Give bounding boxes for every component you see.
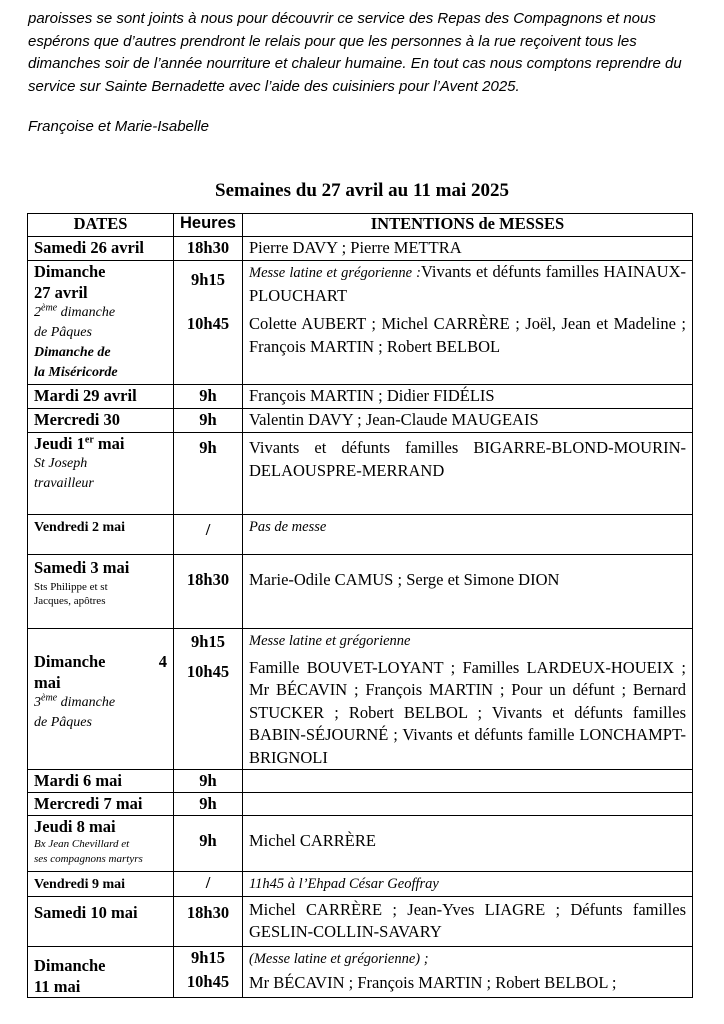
row-intention: Pierre DAVY ; Pierre METTRA — [243, 237, 693, 261]
row-hour: 18h30 — [174, 237, 243, 261]
row-intention — [243, 770, 693, 793]
row-intention — [243, 261, 693, 385]
intro-text — [28, 8, 692, 139]
row-hour: 9h — [174, 770, 243, 793]
row-hour — [174, 629, 243, 770]
row-date: Mardi 29 avril — [28, 385, 174, 409]
date-text: Jeudi 1 — [34, 434, 85, 453]
liturgical-note: de Pâques — [34, 325, 92, 340]
row-intention: François MARTIN ; Didier FIDÉLIS — [243, 385, 693, 409]
saint-note: travailleur — [34, 476, 94, 491]
table-header-row — [28, 214, 693, 237]
row-intention — [243, 515, 693, 555]
row-hour: 9h — [174, 433, 243, 515]
table-row — [28, 385, 693, 409]
sub-text: dimanche — [57, 695, 116, 710]
intention-block: Colette AUBERT ; Michel CARRÈRE ; Joël, Jean et Madeline ; François MARTIN ; Robert BELBOL — [249, 314, 686, 356]
hour-value: 10h45 — [186, 971, 230, 991]
intro-signature: Françoise et Marie-Isabelle — [28, 118, 209, 136]
mass-schedule-table — [27, 213, 693, 998]
row-date: Mercredi 7 mai — [28, 793, 174, 816]
date-superscript: er — [84, 434, 94, 446]
intention-block — [249, 261, 686, 307]
table-row — [28, 409, 693, 433]
row-intention — [243, 946, 693, 997]
table-row — [28, 515, 693, 555]
table-row — [28, 896, 693, 946]
intention-intro: (Messe latine et grégorienne) ; — [249, 950, 429, 967]
table-row — [28, 770, 693, 793]
row-intention: Michel CARRÈRE ; Jean-Yves LIAGRE ; Défunts familles GESLIN-COLLIN-SAVARY — [243, 896, 693, 946]
row-date — [28, 629, 174, 770]
date-line — [34, 433, 167, 454]
intention-text: 11h45 à l’Ehpad César Geoffray — [249, 876, 439, 892]
liturgical-note: de Pâques — [34, 715, 92, 730]
intro-paragraph: paroisses se sont joints à nous pour découvrir ce service des Repas des Compagnons et nous espérons que d’autres prendront le relais pour que les personnes à la rue reçoivent tous les dimanches soir de l’année nourriture et chaleur humaine. En tout cas nous comptons reprendre du service sur Sainte Bernadette avec l’aide des cuisiniers pour l’Avent 2025. — [28, 10, 682, 95]
row-date — [28, 515, 174, 555]
hour-value: 9h15 — [191, 947, 225, 967]
intention-block — [249, 947, 686, 971]
date-line: Samedi 3 mai — [34, 558, 130, 577]
intention-intro: Messe latine et grégorienne : — [249, 265, 421, 281]
date-text: 4 — [158, 652, 167, 671]
row-hour: 9h — [174, 816, 243, 872]
liturgical-note — [34, 303, 167, 323]
saint-note: St Joseph — [34, 456, 88, 471]
row-intention — [243, 793, 693, 816]
row-date — [28, 872, 174, 897]
sub-superscript: ème — [41, 692, 58, 704]
date-line: mai — [34, 673, 61, 692]
table-row — [28, 433, 693, 515]
row-date: Samedi 10 mai — [28, 896, 174, 946]
saint-note: Bx Jean Chevillard et — [34, 838, 130, 850]
date-line: Jeudi 8 mai — [34, 817, 116, 836]
row-date — [28, 555, 174, 629]
row-hour: / — [174, 872, 243, 897]
table-row — [28, 555, 693, 629]
row-hour: / — [174, 515, 243, 555]
row-intention — [243, 872, 693, 897]
hour-value: 10h45 — [186, 314, 230, 333]
saint-note: ses compagnons martyrs — [34, 853, 143, 865]
table-row — [28, 816, 693, 872]
header-heures: Heures — [174, 214, 243, 237]
table-row — [28, 261, 693, 385]
row-intention: Michel CARRÈRE — [243, 816, 693, 872]
intention-text: Vivants et défunts familles HAINAUX-PLOUCHART — [249, 262, 686, 305]
row-intention — [243, 629, 693, 770]
intention-text: Pas de messe — [249, 519, 327, 535]
row-intention: Valentin DAVY ; Jean-Claude MAUGEAIS — [243, 409, 693, 433]
intention-block — [249, 629, 686, 653]
row-date: Mercredi 30 — [28, 409, 174, 433]
date-line: Dimanche — [34, 955, 106, 975]
date-text: Vendredi 9 mai — [34, 877, 126, 892]
header-dates: DATES — [28, 214, 174, 237]
table-row — [28, 946, 693, 997]
table-row — [28, 872, 693, 897]
intention-intro: Messe latine et grégorienne — [249, 633, 411, 649]
date-text: Dimanche — [34, 652, 106, 671]
table-row — [28, 629, 693, 770]
date-line: Dimanche — [34, 262, 106, 281]
row-intention: Marie-Odile CAMUS ; Serge et Simone DION — [243, 555, 693, 629]
row-hour: 9h — [174, 793, 243, 816]
sub-superscript: ème — [41, 302, 58, 314]
date-line — [34, 651, 167, 672]
row-hour: 18h30 — [174, 555, 243, 629]
row-date: Mardi 6 mai — [28, 770, 174, 793]
table-row — [28, 237, 693, 261]
row-date — [28, 946, 174, 997]
row-hour: 9h — [174, 409, 243, 433]
hour-value: 9h15 — [191, 270, 225, 289]
table-row — [28, 793, 693, 816]
date-line: 11 mai — [34, 976, 81, 996]
sub-number: 2 — [34, 305, 41, 320]
row-hour — [174, 261, 243, 385]
hour-value: 10h45 — [186, 662, 230, 681]
schedule-title: Semaines du 27 avril au 11 mai 2025 — [215, 180, 509, 201]
row-date — [28, 433, 174, 515]
hour-value: 9h15 — [191, 632, 225, 651]
saint-note: Jacques, apôtres — [34, 595, 106, 607]
date-text: mai — [93, 434, 125, 453]
date-text: Vendredi 2 mai — [34, 520, 126, 535]
feast-name: la Miséricorde — [34, 365, 118, 380]
row-intention: Vivants et défunts familles BIGARRE-BLOND-MOURIN-DELAOUSPRE-MERRAND — [243, 433, 693, 515]
sub-number: 3 — [34, 695, 41, 710]
row-date — [28, 261, 174, 385]
sub-text: dimanche — [57, 305, 116, 320]
intention-block: Famille BOUVET-LOYANT ; Familles LARDEUX-HOUEIX ; Mr BÉCAVIN ; François MARTIN ; Pour un défunt ; Bernard STUCKER ; Robert BELBOL ; Vivants et défunts familles BABIN-SÉJOURNÉ ; Vivants et défunts famille LONCHAMPT-BRIGNOLI — [249, 657, 686, 767]
row-hour — [174, 946, 243, 997]
row-hour: 18h30 — [174, 896, 243, 946]
row-date — [28, 816, 174, 872]
intention-block: Mr BÉCAVIN ; François MARTIN ; Robert BELBOL ; — [249, 973, 617, 992]
date-line: 27 avril — [34, 283, 88, 302]
feast-name: Dimanche de — [34, 345, 111, 360]
header-intentions: INTENTIONS de MESSES — [243, 214, 693, 237]
liturgical-note — [34, 693, 167, 713]
saint-note: Sts Philippe et st — [34, 581, 108, 593]
row-hour: 9h — [174, 385, 243, 409]
row-date: Samedi 26 avril — [28, 237, 174, 261]
